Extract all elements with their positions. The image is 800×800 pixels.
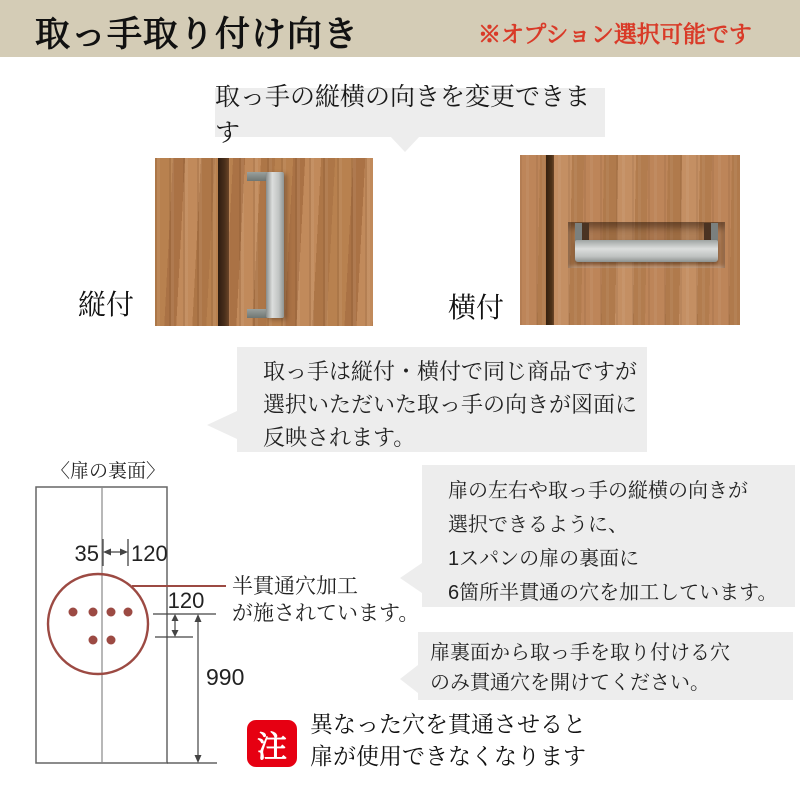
bubble-pointer-left — [207, 411, 237, 439]
arrow-down-icon — [172, 630, 179, 637]
horizontal-mount-label: 横付 — [448, 292, 505, 323]
bubble-pointer-down — [390, 136, 420, 152]
bubble-line: 扉の左右や取っ手の縦横の向きが — [448, 480, 748, 502]
page-title: 取っ手取り付け向き — [35, 15, 360, 54]
bubble-line: 選択いただいた取っ手の向きが図面に — [263, 392, 638, 417]
bubble-line: 選択できるように、 — [448, 514, 628, 536]
dim-990: 990 — [206, 664, 245, 690]
diagram-title: 〈扉の裏面〉 — [50, 461, 166, 482]
bubble-line: のみ貫通穴を開けてください。 — [430, 672, 710, 694]
horizontal-handle — [575, 240, 718, 262]
arrow-left-icon — [103, 549, 111, 556]
pilot-hole — [69, 608, 78, 617]
bubble-line: 取っ手は縦付・横付で同じ商品ですが — [263, 359, 638, 384]
callout-text: 半貫通穴加工 — [232, 575, 358, 598]
callout-text: が施されています。 — [232, 602, 420, 625]
arrow-up-icon — [195, 614, 202, 622]
horizontal-handle-photo — [520, 155, 740, 325]
vertical-mount-label: 縦付 — [78, 289, 135, 320]
pilot-hole — [89, 636, 98, 645]
note-badge: 注 — [247, 720, 297, 767]
warning-text — [310, 708, 586, 772]
arrow-right-icon — [120, 549, 128, 556]
dim-120-vertical: 120 — [167, 588, 205, 613]
pilot-hole — [107, 608, 116, 617]
bubble-line: 6箇所半貫通の穴を加工しています。 — [448, 582, 778, 604]
instruction-bubble — [418, 632, 793, 700]
bubble-line: 反映されます。 — [263, 425, 416, 450]
pilot-hole — [107, 636, 116, 645]
bubble-line: 扉裏面から取っ手を取り付ける穴 — [430, 642, 730, 664]
warning-line: 扉が使用できなくなります — [310, 743, 586, 769]
arrow-up-icon — [172, 614, 179, 621]
door-gap — [218, 158, 229, 326]
vertical-handle — [266, 172, 284, 318]
warning-line: 異なった穴を貫通させると — [310, 711, 586, 737]
header-band — [0, 0, 800, 57]
arrow-down-icon — [195, 755, 202, 763]
same-product-bubble — [237, 347, 647, 452]
bubble-pointer-left — [400, 665, 418, 693]
bubble-pointer-left — [400, 563, 422, 593]
dim-120-horizontal: 120 — [131, 541, 168, 566]
pilot-hole — [124, 608, 133, 617]
intro-bubble-text: 取っ手の縦横の向きを変更できます — [215, 82, 591, 147]
dim-35: 35 — [74, 541, 99, 566]
bubble-line: 1スパンの扉の裏面に — [448, 548, 640, 570]
option-note: ※オプション選択可能です — [478, 21, 752, 47]
explain-bubble — [422, 465, 795, 607]
vertical-handle-photo — [155, 158, 373, 326]
hole-area-circle — [48, 574, 148, 674]
pilot-hole — [89, 608, 98, 617]
door-gap — [546, 155, 554, 325]
intro-bubble — [215, 82, 605, 147]
